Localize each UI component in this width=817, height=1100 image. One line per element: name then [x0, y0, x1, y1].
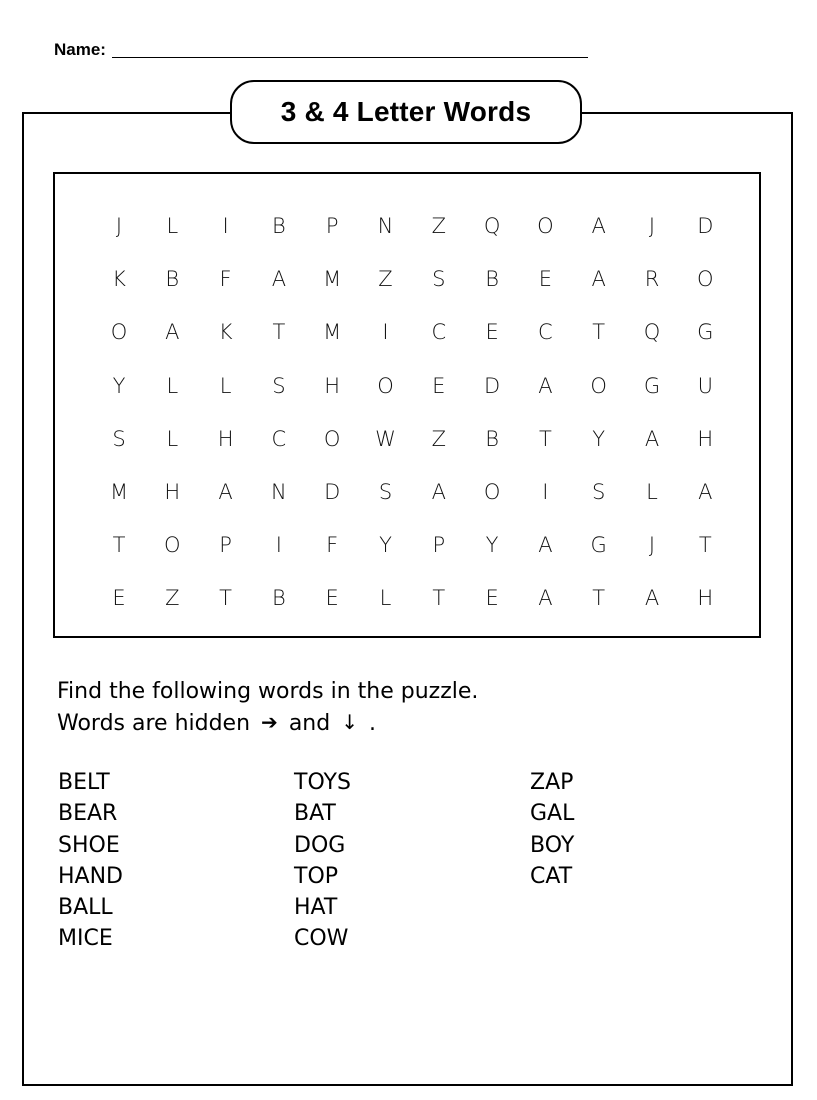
grid-letter: H	[697, 426, 714, 451]
grid-letter: J	[115, 214, 123, 238]
grid-letter: B	[485, 426, 499, 451]
grid-letter: A	[538, 533, 553, 558]
grid-letter: E	[432, 373, 446, 398]
word-item: CAT	[530, 863, 573, 889]
grid-letter: E	[538, 267, 553, 292]
grid-letter: K	[112, 267, 126, 292]
grid-letter: S	[592, 480, 606, 504]
grid-letter: Z	[431, 426, 446, 451]
grid-letter: S	[272, 373, 286, 398]
grid-letter: S	[432, 267, 446, 292]
grid-letter: A	[644, 586, 660, 611]
grid-letter: Y	[485, 533, 499, 558]
grid-letter: C	[271, 426, 287, 451]
grid-letter: N	[271, 480, 287, 504]
grid-letter: I	[542, 480, 549, 504]
grid-letter: O	[110, 320, 128, 345]
grid-letter: Z	[378, 267, 393, 292]
grid-letter: H	[324, 373, 341, 398]
grid-letter: L	[166, 214, 179, 238]
word-item: GAL	[530, 801, 575, 827]
grid-letter: T	[112, 533, 126, 558]
grid-letter: T	[432, 586, 446, 611]
instructions-line-2	[57, 707, 478, 739]
grid-letter: T	[698, 533, 712, 558]
grid-letter: C	[538, 320, 553, 345]
instructions-prefix: Words are hidden	[57, 711, 251, 736]
word-item: ZAP	[530, 770, 574, 795]
name-row	[54, 40, 588, 60]
grid-letter: A	[538, 586, 553, 611]
grid-letter: O	[537, 214, 554, 238]
word-item: TOP	[294, 863, 339, 889]
grid-letter: Z	[431, 214, 446, 238]
word-item: BEAR	[58, 801, 118, 827]
word-list-column-1	[58, 767, 123, 955]
grid-letter: O	[697, 267, 714, 292]
instructions	[57, 676, 478, 739]
grid-letter: O	[164, 533, 181, 558]
grid-letter: F	[219, 267, 232, 292]
grid-letter: M	[109, 480, 129, 504]
arrow-down-icon: ↓	[341, 710, 358, 734]
grid-letter: T	[219, 586, 232, 611]
grid-letter: A	[698, 480, 713, 504]
grid-letter: Y	[112, 373, 126, 398]
grid-letter: C	[431, 320, 447, 345]
grid-letter: A	[165, 320, 180, 345]
grid-letter: E	[485, 320, 499, 345]
grid-letter: G	[590, 533, 607, 558]
grid-letter: R	[644, 267, 660, 292]
grid-letter: S	[112, 426, 126, 451]
grid-letter: G	[643, 373, 661, 398]
grid-letter: P	[432, 533, 446, 558]
instructions-period: .	[368, 711, 376, 736]
grid-letter: I	[275, 533, 282, 558]
grid-letter: L	[379, 586, 392, 611]
grid-letter: W	[375, 426, 396, 451]
grid-letter: G	[697, 320, 714, 345]
word-item: COW	[294, 926, 349, 952]
grid-letter: E	[325, 586, 339, 611]
word-item: TOYS	[294, 770, 351, 795]
word-item: HAT	[294, 895, 338, 921]
grid-letter: A	[538, 373, 553, 398]
grid-letter: A	[644, 426, 660, 451]
instructions-and: and	[288, 711, 331, 736]
grid-letter: J	[648, 533, 656, 558]
grid-letter: O	[483, 480, 501, 504]
grid-letter: K	[218, 320, 233, 345]
grid-letter: A	[431, 480, 446, 504]
grid-letter: B	[165, 267, 180, 292]
word-item: BALL	[58, 895, 113, 921]
word-list-column-2	[294, 767, 351, 955]
word-item: BELT	[58, 770, 110, 795]
grid-letter: T	[272, 320, 286, 345]
grid-letter: L	[646, 480, 658, 504]
grid-letter: I	[382, 320, 389, 345]
word-item: BAT	[294, 801, 336, 827]
grid-letter: A	[591, 267, 606, 292]
word-item: HAND	[58, 863, 123, 889]
grid-letter: L	[166, 373, 179, 398]
grid-letter: I	[222, 214, 229, 238]
grid-letter: O	[323, 426, 341, 451]
name-label: Name:	[54, 40, 106, 59]
grid-letter: H	[164, 480, 181, 504]
grid-letter: H	[697, 586, 714, 611]
word-item: SHOE	[58, 832, 120, 858]
grid-letter: S	[378, 480, 393, 504]
grid-letter: Y	[592, 426, 606, 451]
word-item: DOG	[294, 832, 346, 858]
grid-letter: B	[272, 586, 286, 611]
grid-letter: M	[323, 320, 342, 345]
grid-letter: D	[324, 480, 341, 504]
grid-letter: T	[538, 426, 552, 451]
grid-letter: O	[590, 373, 607, 398]
grid-letter: D	[697, 214, 714, 238]
name-input-line[interactable]	[112, 57, 588, 58]
grid-letter: A	[271, 267, 287, 292]
grid-letter: Q	[643, 320, 661, 345]
grid-letter: Z	[165, 586, 180, 611]
grid-letter: L	[166, 426, 179, 451]
grid-letter: L	[219, 373, 232, 398]
grid-letter: J	[648, 214, 656, 238]
grid-letter: B	[485, 267, 499, 292]
grid-letter: N	[377, 214, 394, 238]
grid-letter: U	[697, 373, 713, 398]
grid-letter: Y	[379, 533, 392, 558]
word-list-column-3	[530, 767, 574, 892]
grid-letter: P	[325, 214, 339, 238]
instructions-line-1: Find the following words in the puzzle.	[57, 679, 479, 704]
grid-letter: E	[112, 586, 126, 611]
grid-letter: T	[592, 320, 606, 345]
grid-letter: P	[219, 533, 232, 558]
grid-letter: T	[592, 586, 606, 611]
grid-letter: M	[323, 267, 342, 292]
letter-grid	[53, 172, 761, 638]
grid-letter: A	[591, 214, 606, 238]
grid-letter: Q	[483, 214, 501, 238]
grid-letter: A	[218, 480, 233, 504]
grid-letter: F	[326, 533, 339, 558]
grid-letter: D	[484, 373, 501, 398]
word-item: MICE	[58, 926, 113, 952]
word-item: BOY	[530, 832, 575, 858]
grid-letter: E	[485, 586, 499, 611]
arrow-right-icon: ➔	[261, 710, 278, 734]
worksheet-title: 3 & 4 Letter Words	[230, 80, 582, 144]
grid-letter: B	[272, 214, 286, 238]
grid-letter: O	[377, 373, 394, 398]
grid-letter: H	[217, 426, 234, 451]
